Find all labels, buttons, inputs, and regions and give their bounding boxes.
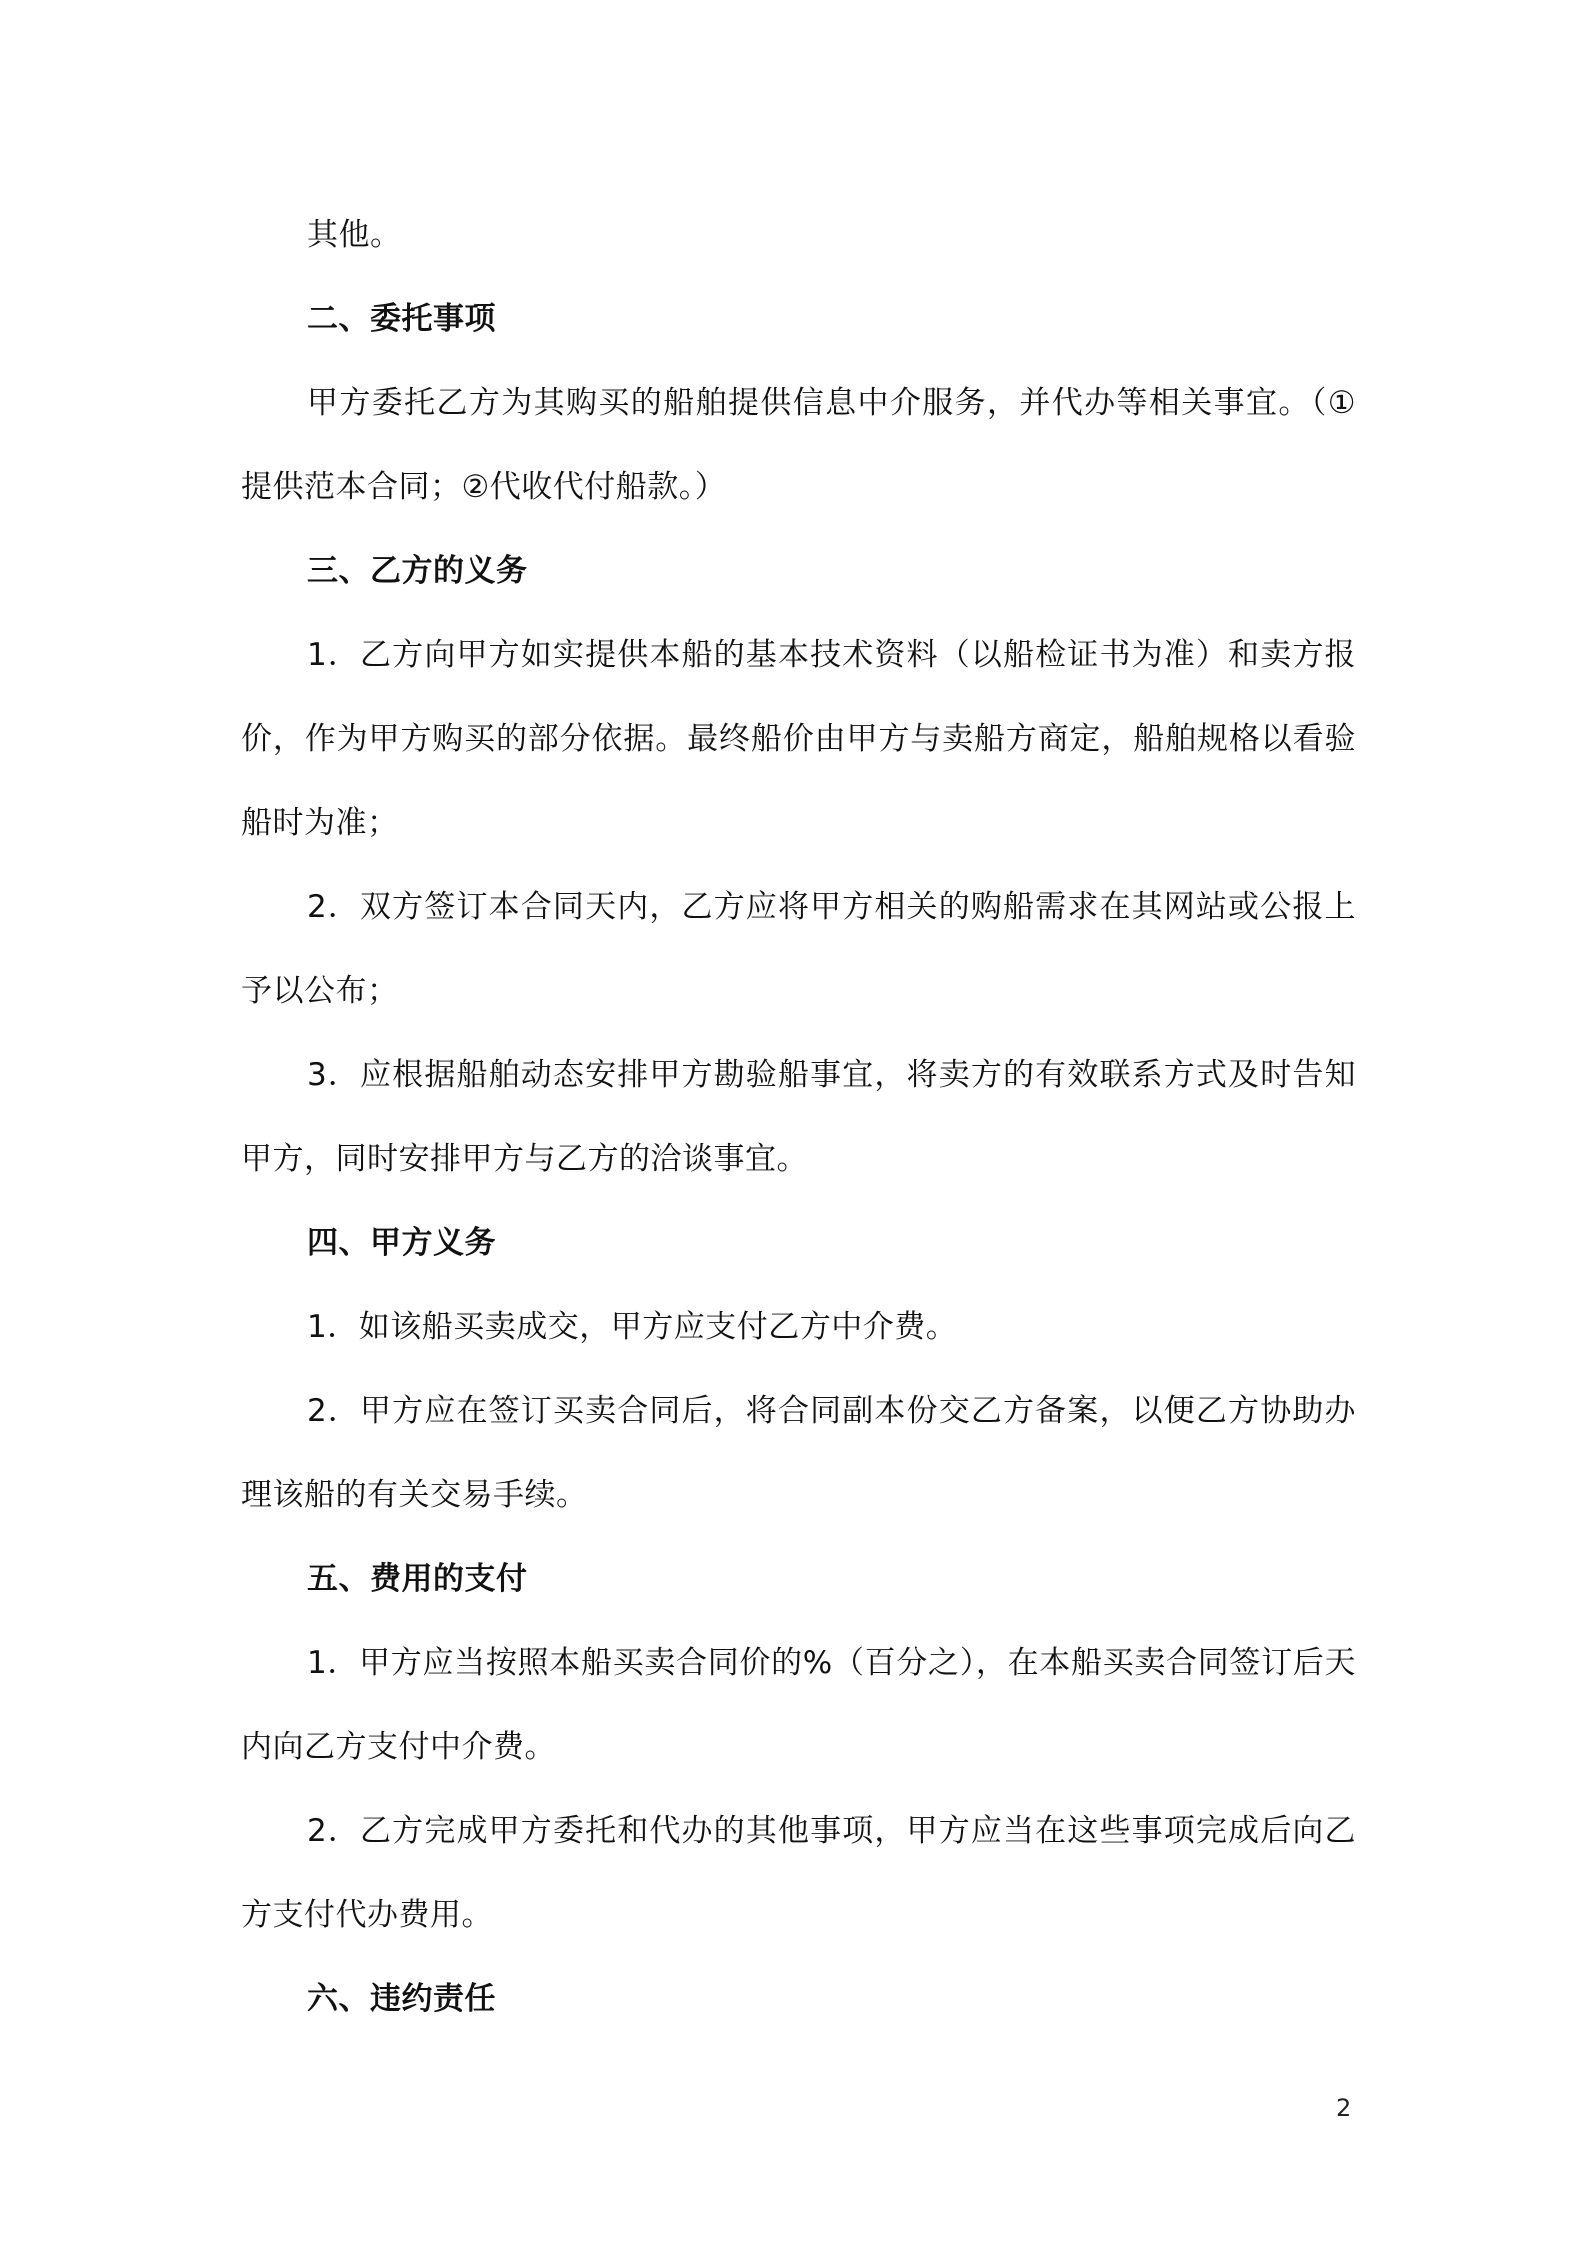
paragraph-payment-item-2: 2．乙方完成甲方委托和代办的其他事项，甲方应当在这些事项完成后向乙方支付代办费用。	[241, 1813, 1356, 1933]
section-heading-liability-for-breach: 六、违约责任	[307, 1981, 496, 2017]
section-heading-party-b-obligations: 三、乙方的义务	[307, 553, 528, 589]
paragraph-party-a-item-1: 1．如该船买卖成交，甲方应支付乙方中介费。	[307, 1309, 958, 1345]
paragraph-party-b-item-1: 1．乙方向甲方如实提供本船的基本技术资料（以船检证书为准）和卖方报价，作为甲方购买的部分依据。最终船价由甲方与卖船方商定，船舶规格以看验船时为准；	[241, 637, 1356, 841]
paragraph-payment-item-1: 1．甲方应当按照本船买卖合同价的%（百分之），在本船买卖合同签订后天内向乙方支付中介费。	[241, 1645, 1356, 1765]
paragraph-party-b-item-2: 2．双方签订本合同天内，乙方应将甲方相关的购船需求在其网站或公报上予以公布；	[241, 889, 1356, 1009]
paragraph-party-a-item-2: 2．甲方应在签订买卖合同后，将合同副本份交乙方备案，以便乙方协助办理该船的有关交易手续。	[241, 1393, 1356, 1513]
document-body	[241, 193, 1356, 2041]
paragraph-other: 其他。	[307, 217, 402, 253]
page-number: 2	[1336, 2094, 1352, 2122]
paragraph-entrustment: 甲方委托乙方为其购买的船舶提供信息中介服务，并代办等相关事宜。（①提供范本合同；②代收代付船款。）	[241, 385, 1356, 505]
section-heading-payment-of-fees: 五、费用的支付	[307, 1561, 528, 1597]
section-heading-party-a-obligations: 四、甲方义务	[307, 1225, 496, 1261]
paragraph-party-b-item-3: 3．应根据船舶动态安排甲方勘验船事宜，将卖方的有效联系方式及时告知甲方，同时安排甲方与乙方的洽谈事宜。	[241, 1057, 1356, 1177]
section-heading-entrusted-matters: 二、委托事项	[307, 301, 496, 337]
